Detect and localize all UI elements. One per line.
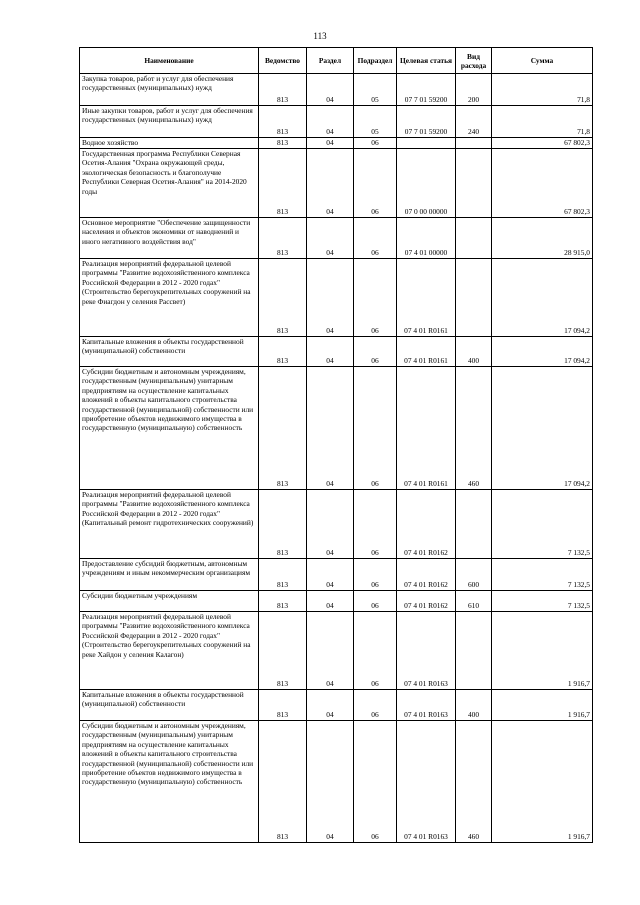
row-target: 07 4 01 R0161: [397, 367, 456, 490]
row-target: [397, 138, 456, 149]
header-dept: Ведомство: [259, 48, 307, 74]
table-row: [80, 106, 593, 138]
row-section: 04: [307, 149, 354, 218]
row-subsection: 05: [354, 74, 397, 106]
header-expense-type: Вид расхода: [456, 48, 492, 74]
row-name: Основное мероприятие "Обеспечение защищенности населения и объектов экономики от наводнений и иного негативного воздействия вод": [80, 218, 259, 259]
row-expense-type: [456, 490, 492, 559]
row-section: 04: [307, 106, 354, 138]
row-expense-type: [456, 149, 492, 218]
row-amount: 7 132,5: [492, 591, 593, 612]
row-target: 07 4 01 R0163: [397, 690, 456, 721]
row-expense-type: 200: [456, 74, 492, 106]
row-subsection: 06: [354, 367, 397, 490]
table-row: [80, 74, 593, 106]
row-dept: 813: [259, 106, 307, 138]
row-expense-type: 400: [456, 690, 492, 721]
row-expense-type: [456, 259, 492, 337]
row-expense-type: 610: [456, 591, 492, 612]
row-target: 07 4 01 R0163: [397, 721, 456, 843]
row-name: Реализация мероприятий федеральной целевой программы "Развитие водохозяйственного комплекса Российской Федерации в 2012 - 2020 годах" (Строительство берегоукрепительных сооружений на реке Фиагдон у селения Рассвет): [80, 259, 259, 337]
row-dept: 813: [259, 690, 307, 721]
header-target: Целевая статья: [397, 48, 456, 74]
row-target: 07 7 01 59200: [397, 106, 456, 138]
row-amount: 71,8: [492, 74, 593, 106]
row-target: 07 4 01 00000: [397, 218, 456, 259]
row-name: Государственная программа Республики Северная Осетия-Алания "Охрана окружающей среды, экологическая безопасность и благополучие Республики Северная Осетия-Алания" на 2014-2020 годы: [80, 149, 259, 218]
table-row: [80, 138, 593, 149]
table-row: [80, 149, 593, 218]
row-dept: 813: [259, 367, 307, 490]
row-name: Капитальные вложения в объекты государственной (муниципальной) собственности: [80, 337, 259, 367]
row-name: Реализация мероприятий федеральной целевой программы "Развитие водохозяйственного комплекса Российской Федерации в 2012 - 2020 годах" (Капитальный ремонт гидротехнических сооружений): [80, 490, 259, 559]
row-amount: 17 094,2: [492, 367, 593, 490]
row-amount: 7 132,5: [492, 559, 593, 591]
row-name: Капитальные вложения в объекты государственной (муниципальной) собственности: [80, 690, 259, 721]
row-dept: 813: [259, 218, 307, 259]
row-dept: 813: [259, 559, 307, 591]
row-subsection: 06: [354, 721, 397, 843]
row-section: 04: [307, 218, 354, 259]
row-section: 04: [307, 490, 354, 559]
row-dept: 813: [259, 149, 307, 218]
page-number: 113: [313, 31, 327, 41]
budget-table: [79, 47, 593, 843]
row-amount: 1 916,7: [492, 612, 593, 690]
row-target: 07 0 00 00000: [397, 149, 456, 218]
row-target: 07 4 01 R0162: [397, 559, 456, 591]
row-subsection: 06: [354, 612, 397, 690]
row-expense-type: 600: [456, 559, 492, 591]
row-amount: 71,8: [492, 106, 593, 138]
row-amount: 28 915,0: [492, 218, 593, 259]
row-subsection: 06: [354, 337, 397, 367]
row-section: 04: [307, 367, 354, 490]
row-subsection: 06: [354, 591, 397, 612]
row-expense-type: 400: [456, 337, 492, 367]
row-name: Реализация мероприятий федеральной целевой программы "Развитие водохозяйственного комплекса Российской Федерации в 2012 - 2020 годах" (Строительство берегоукрепительных сооружений на реке Хайдон у селения Калагон): [80, 612, 259, 690]
row-name: Субсидии бюджетным учреждениям: [80, 591, 259, 612]
table-header-row: [80, 48, 593, 74]
table-row: [80, 612, 593, 690]
row-expense-type: 240: [456, 106, 492, 138]
row-expense-type: [456, 218, 492, 259]
row-name: Предоставление субсидий бюджетным, автономным учреждениям и иным некоммерческим организациям: [80, 559, 259, 591]
row-section: 04: [307, 259, 354, 337]
row-expense-type: 460: [456, 367, 492, 490]
row-subsection: 06: [354, 149, 397, 218]
row-dept: 813: [259, 612, 307, 690]
row-expense-type: [456, 138, 492, 149]
row-dept: 813: [259, 337, 307, 367]
row-section: 04: [307, 591, 354, 612]
table-row: [80, 559, 593, 591]
row-amount: 7 132,5: [492, 490, 593, 559]
row-dept: 813: [259, 591, 307, 612]
row-subsection: 06: [354, 690, 397, 721]
table-row: [80, 337, 593, 367]
row-target: 07 4 01 R0161: [397, 337, 456, 367]
row-expense-type: [456, 612, 492, 690]
row-target: 07 4 01 R0163: [397, 612, 456, 690]
table-row: [80, 690, 593, 721]
header-name: Наименование: [80, 48, 259, 74]
row-subsection: 06: [354, 138, 397, 149]
row-name: Субсидии бюджетным и автономным учреждениям, государственным (муниципальным) унитарным предприятиям на осуществление капитальных вложений в объекты капитального строительства государственной (муниципальной) собственности или приобретение объектов недвижимого имущества в государственную (муниципальную) собственность: [80, 367, 259, 490]
row-target: 07 4 01 R0161: [397, 259, 456, 337]
row-target: 07 4 01 R0162: [397, 591, 456, 612]
row-name: Закупка товаров, работ и услуг для обеспечения государственных (муниципальных) нужд: [80, 74, 259, 106]
header-amount: Сумма: [492, 48, 593, 74]
row-subsection: 06: [354, 259, 397, 337]
row-amount: 17 094,2: [492, 259, 593, 337]
table-row: [80, 218, 593, 259]
table-row: [80, 591, 593, 612]
row-dept: 813: [259, 490, 307, 559]
row-name: Субсидии бюджетным и автономным учреждениям, государственным (муниципальным) унитарным предприятиям на осуществление капитальных вложений в объекты капитального строительства государственной (муниципальной) собственности или приобретение объектов недвижимого имущества в государственную (муниципальную) собственность: [80, 721, 259, 843]
row-section: 04: [307, 337, 354, 367]
row-section: 04: [307, 690, 354, 721]
row-name: Иные закупки товаров, работ и услуг для обеспечения государственных (муниципальных) нужд: [80, 106, 259, 138]
row-name: Водное хозяйство: [80, 138, 259, 149]
row-amount: 67 802,3: [492, 138, 593, 149]
row-section: 04: [307, 612, 354, 690]
row-amount: 1 916,7: [492, 690, 593, 721]
table-row: [80, 259, 593, 337]
row-amount: 1 916,7: [492, 721, 593, 843]
row-subsection: 06: [354, 559, 397, 591]
row-dept: 813: [259, 721, 307, 843]
row-section: 04: [307, 138, 354, 149]
row-section: 04: [307, 74, 354, 106]
table-row: [80, 721, 593, 843]
row-target: 07 7 01 59200: [397, 74, 456, 106]
row-dept: 813: [259, 74, 307, 106]
row-dept: 813: [259, 259, 307, 337]
table-row: [80, 490, 593, 559]
row-subsection: 05: [354, 106, 397, 138]
row-dept: 813: [259, 138, 307, 149]
header-subsection: Подраздел: [354, 48, 397, 74]
row-section: 04: [307, 559, 354, 591]
row-subsection: 06: [354, 490, 397, 559]
row-section: 04: [307, 721, 354, 843]
header-section: Раздел: [307, 48, 354, 74]
table-row: [80, 367, 593, 490]
row-amount: 67 802,3: [492, 149, 593, 218]
row-expense-type: 460: [456, 721, 492, 843]
row-amount: 17 094,2: [492, 337, 593, 367]
row-target: 07 4 01 R0162: [397, 490, 456, 559]
row-subsection: 06: [354, 218, 397, 259]
